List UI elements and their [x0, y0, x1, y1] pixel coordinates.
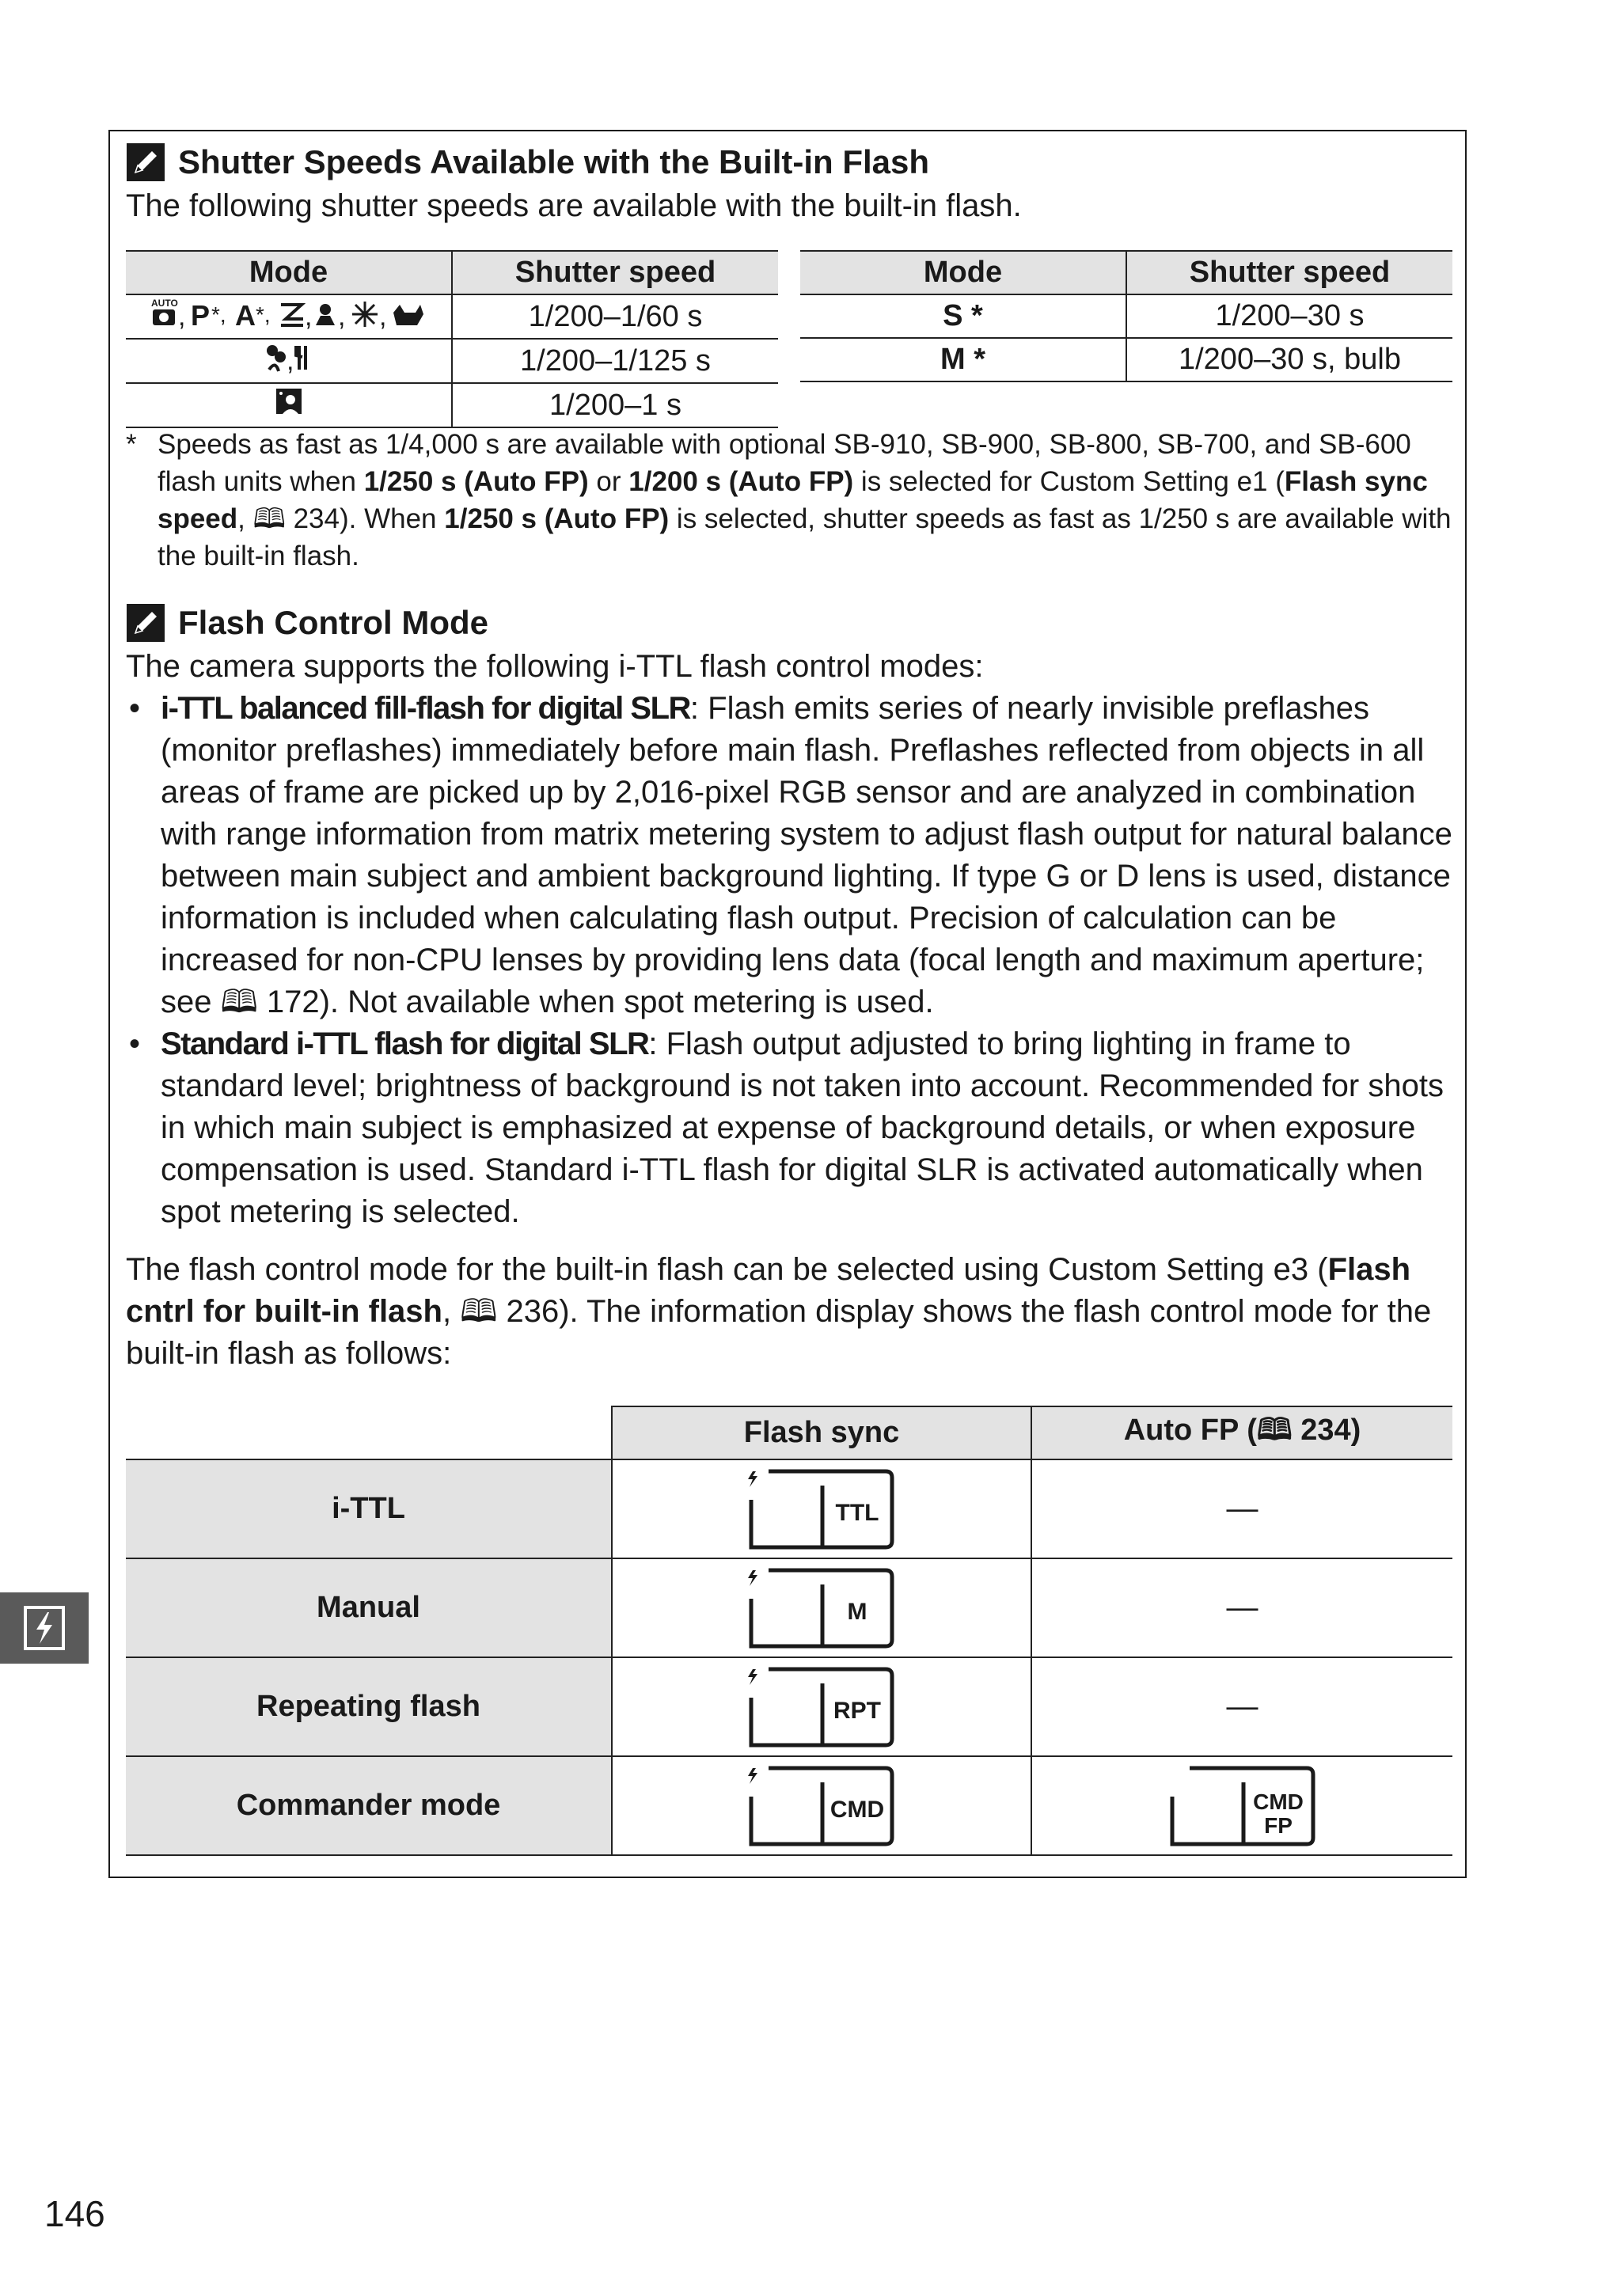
mode-icons	[126, 294, 452, 339]
table-header: Mode	[800, 251, 1126, 294]
paragraph-bold: Flash cntrl for built-in flash	[126, 1252, 1411, 1329]
footnote-text: is selected, shutter speeds as fast as 1/250 s are available with the built-in flash.	[158, 503, 1452, 571]
footnote-text: Speeds as fast as 1/4,000 s are available with optional SB-910, SB-900, SB-800, SB-700, and SB-600 flash units when	[158, 429, 1411, 497]
mode-value: M *	[800, 338, 1126, 381]
footnote-text: or	[588, 466, 629, 497]
lcd-label: TTL	[835, 1499, 879, 1526]
list-item: • Standard i-TTL flash for digital SLR: Flash output adjusted to bring lighting in frame to standard level; brightness of background is not taken into account. Recommended for shots in which main subject is emphasized at expense of background details, or when exposure compensation is used. Standard i-TTL flash for digital SLR is activated automatically when spot metering is selected.	[129, 1027, 1444, 1229]
section-title: Shutter Speeds Available with the Built-in Flash	[178, 143, 930, 180]
table-corner	[126, 1406, 612, 1459]
lcd-indicator	[612, 1558, 1031, 1657]
list-item: • i-TTL balanced fill-flash for digital SLR: Flash emits series of nearly invisible preflashes (monitor preflashes) immediately before main flash. Preflashes reflected from objects in all areas of frame are picked up by 2,016-pixel RGB sensor and are analyzed in combination with range information from matrix metering system to adjust flash output for natural balance between main subject and ambient background lighting. If type G or D lens is used, distance information is included when calculating flash output. Precision of calculation can be increased for non-CPU lenses by providing lens data (focal length and maximum aperture; see 🕮 172). Not available when spot metering is used.	[129, 691, 1452, 1019]
svg-text:,: ,	[286, 346, 294, 374]
pencil-note-icon	[126, 603, 165, 643]
footnote	[126, 426, 1456, 575]
svg-text:P: P	[190, 299, 210, 330]
note-header-shutter	[126, 142, 929, 182]
mode-value: S *	[800, 294, 1126, 338]
footnote-bold: 1/200 s (Auto FP)	[628, 466, 854, 497]
footnote-bold: 1/250 s (Auto FP)	[363, 466, 589, 497]
list-term: i-TTL balanced fill-flash for digital SLR	[161, 691, 690, 726]
footnote-mark: *	[126, 429, 137, 460]
auto-fp-value: —	[1031, 1558, 1452, 1657]
row-label: Commander mode	[126, 1756, 612, 1855]
row-label: Repeating flash	[126, 1657, 612, 1756]
table-row	[800, 294, 1452, 338]
table-row	[126, 1459, 1452, 1558]
page-number: 146	[44, 2193, 105, 2234]
shutter-speed-value: 1/200–1 s	[452, 383, 778, 427]
lcd-label: RPT	[833, 1697, 881, 1724]
list-term: Standard i-TTL flash for digital SLR	[161, 1027, 649, 1061]
lcd-indicator	[612, 1756, 1031, 1855]
table-row	[126, 383, 778, 427]
svg-text:,: ,	[337, 302, 345, 330]
lcd-indicator	[612, 1657, 1031, 1756]
lcd-flash-ttl-icon	[746, 1468, 897, 1550]
row-label: Manual	[126, 1558, 612, 1657]
lcd-flash-commander-icon	[746, 1765, 897, 1847]
lcd-indicator	[1031, 1756, 1452, 1855]
svg-text:*,: *,	[211, 302, 226, 327]
table-header: Auto FP (🕮 234)	[1031, 1406, 1452, 1459]
lcd-indicator	[612, 1459, 1031, 1558]
shutter-speed-value: 1/200–30 s, bulb	[1126, 338, 1452, 381]
table-header: Mode	[126, 251, 452, 294]
svg-text:A: A	[234, 299, 256, 330]
svg-text:AUTO: AUTO	[150, 298, 178, 309]
table-row	[126, 1657, 1452, 1756]
lcd-commander-fp-icon	[1167, 1765, 1318, 1847]
night-portrait-icon	[273, 384, 305, 419]
table-row	[800, 338, 1452, 381]
svg-text:,: ,	[177, 302, 185, 330]
paragraph-text: The flash control mode for the built-in flash can be selected using Custom Setting e3 (	[126, 1252, 1328, 1287]
section-intro: The following shutter speeds are available with the built-in flash.	[126, 188, 1022, 223]
footnote-text: is selected for Custom Setting e1 (	[853, 466, 1285, 497]
flash-mode-list	[126, 688, 1463, 1233]
list-text: : Flash output adjusted to bring lighting in frame to standard level; brightness of background is not taken into account. Recommended for shots in which main subject is emphasized at expense of background details, or when exposure compensation is used. Standard i-TTL flash for digital SLR is activated automatically when spot metering is selected.	[161, 1027, 1444, 1229]
shutter-speed-value: 1/200–1/60 s	[452, 294, 778, 339]
auto-fp-value: —	[1031, 1657, 1452, 1756]
shutter-table-left	[126, 250, 778, 428]
section-title: Flash Control Mode	[178, 604, 488, 641]
table-header: Shutter speed	[1126, 251, 1452, 294]
flash-control-paragraph	[126, 1249, 1463, 1375]
flash-mode-table	[126, 1406, 1452, 1856]
flash-icon	[24, 1606, 65, 1650]
note-header-flash-control	[126, 603, 488, 643]
shutter-table-right	[800, 250, 1452, 382]
svg-text:,: ,	[378, 302, 386, 330]
list-text: : Flash emits series of nearly invisible preflashes (monitor preflashes) immediately before main flash. Preflashes reflected from objects in all areas of frame are picked up by 2,016-pixel RGB sensor and are analyzed in combination with range information from matrix metering system to adjust flash output for natural balance between main subject and ambient background lighting. If type G or D lens is used, distance information is included when calculating flash output. Precision of calculation can be increased for non-CPU lenses by providing lens data (focal length and maximum aperture; see 🕮 172). Not available when spot metering is used.	[161, 691, 1452, 1019]
table-header: Shutter speed	[452, 251, 778, 294]
mode-icons	[126, 383, 452, 427]
svg-text:*,: *,	[255, 302, 271, 327]
auto-fp-value: —	[1031, 1459, 1452, 1558]
lcd-label: M	[847, 1598, 867, 1625]
lcd-flash-manual-icon	[746, 1567, 897, 1649]
lcd-label: FP	[1263, 1812, 1293, 1838]
table-row	[126, 1756, 1452, 1855]
paragraph-text: , 🕮 236). The information display shows the flash control mode for the built-in flash as follows:	[126, 1294, 1432, 1371]
lcd-flash-repeating-icon	[746, 1666, 897, 1748]
table-row	[126, 339, 778, 383]
scene-mode-icons	[146, 295, 431, 330]
shutter-speed-value: 1/200–30 s	[1126, 294, 1452, 338]
pencil-note-icon	[126, 142, 165, 182]
svg-text:,: ,	[304, 302, 312, 330]
footnote-bold: 1/250 s (Auto FP)	[444, 503, 670, 534]
flower-food-icons	[261, 340, 317, 374]
section-intro: The camera supports the following i-TTL flash control modes:	[126, 649, 984, 684]
shutter-speed-value: 1/200–1/125 s	[452, 339, 778, 383]
footnote-bold: Flash sync speed	[158, 466, 1428, 534]
table-header: Flash sync	[612, 1406, 1031, 1459]
content-frame	[108, 130, 1467, 1878]
lcd-label: CMD	[1252, 1789, 1304, 1814]
lcd-label: CMD	[829, 1796, 885, 1823]
table-row	[126, 294, 778, 339]
table-row	[126, 1558, 1452, 1657]
mode-icons	[126, 339, 452, 383]
footnote-text: , 🕮 234). When	[237, 503, 445, 534]
row-label: i-TTL	[126, 1459, 612, 1558]
chapter-tab	[0, 1592, 89, 1664]
